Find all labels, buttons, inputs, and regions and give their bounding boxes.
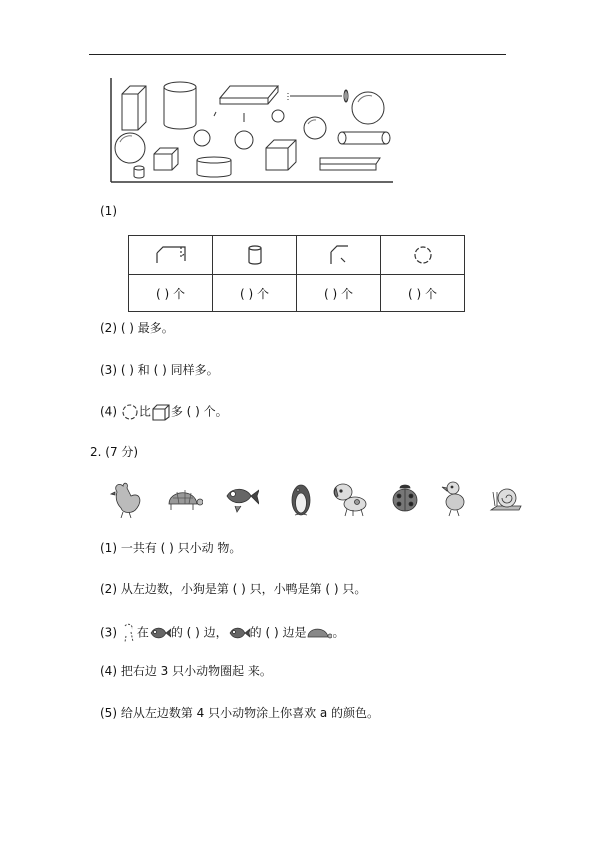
duckling-icon — [435, 478, 471, 518]
q1-part4-label: (4) — [100, 404, 117, 419]
top-rule — [89, 54, 506, 55]
count-cell[interactable]: ( ) 个 — [381, 275, 465, 312]
turtle-icon — [306, 625, 332, 641]
q2-heading: 2. (7 分) — [90, 445, 139, 459]
count-cell[interactable]: ( ) 个 — [213, 275, 297, 312]
fish-icon — [223, 478, 259, 518]
shape-count-table — [128, 235, 465, 312]
q2-part3-c: 的 ( ) 边是 — [249, 625, 307, 640]
q2-part3 — [100, 622, 344, 644]
turtle-icon — [163, 478, 203, 518]
q2-part1: (1) 一共有 ( ) 只小动 物。 — [100, 541, 242, 555]
header-sphere — [381, 236, 465, 275]
q1-part3: (3) ( ) 和 ( ) 同样多。 — [100, 363, 219, 377]
header-cuboid — [129, 236, 213, 275]
count-cell[interactable]: ( ) 个 — [129, 275, 213, 312]
q2-part2: (2) 从左边数，小狗是第 ( ) 只，小鸭是第 ( ) 只。 — [100, 582, 367, 596]
q1-part2: (2) ( ) 最多。 — [100, 321, 174, 335]
q1-part4-bi: 比 — [138, 404, 151, 419]
q2-part5: (5) 给从左边数第 4 只小动物涂上你喜欢 a 的颜色。 — [100, 706, 380, 720]
header-cube — [297, 236, 381, 275]
animal-row — [105, 478, 525, 520]
cuboid-icon — [154, 245, 188, 265]
sphere-icon — [412, 244, 434, 266]
q2-part3-a: 在 — [136, 625, 149, 640]
puppy-icon — [331, 478, 371, 518]
count-cell[interactable]: ( ) 个 — [297, 275, 381, 312]
snail-icon — [487, 478, 523, 518]
q2-part4: (4) 把右边 3 只小动物圈起 来。 — [100, 664, 272, 678]
q1-part4 — [100, 403, 228, 421]
cylinder-icon — [246, 244, 264, 266]
fish-icon — [228, 624, 250, 642]
ladybug-icon — [387, 478, 423, 518]
fish-icon — [149, 624, 171, 642]
puppy-outline-icon — [121, 622, 137, 644]
header-cylinder — [213, 236, 297, 275]
sphere-icon — [121, 403, 139, 421]
cube-icon — [151, 403, 171, 421]
penguin-icon — [283, 478, 319, 518]
cube-icon — [328, 244, 350, 266]
q1-part1-label: (1) — [100, 204, 117, 218]
q2-part3-b: 的 ( ) 边， — [170, 625, 228, 640]
q2-part3-d: 。 — [332, 625, 345, 640]
q1-part4-rest: 多 ( ) 个。 — [170, 404, 228, 419]
q2-part3-label: (3) — [100, 625, 117, 640]
solid-shapes-picture — [110, 78, 394, 184]
rooster-icon — [109, 478, 145, 518]
